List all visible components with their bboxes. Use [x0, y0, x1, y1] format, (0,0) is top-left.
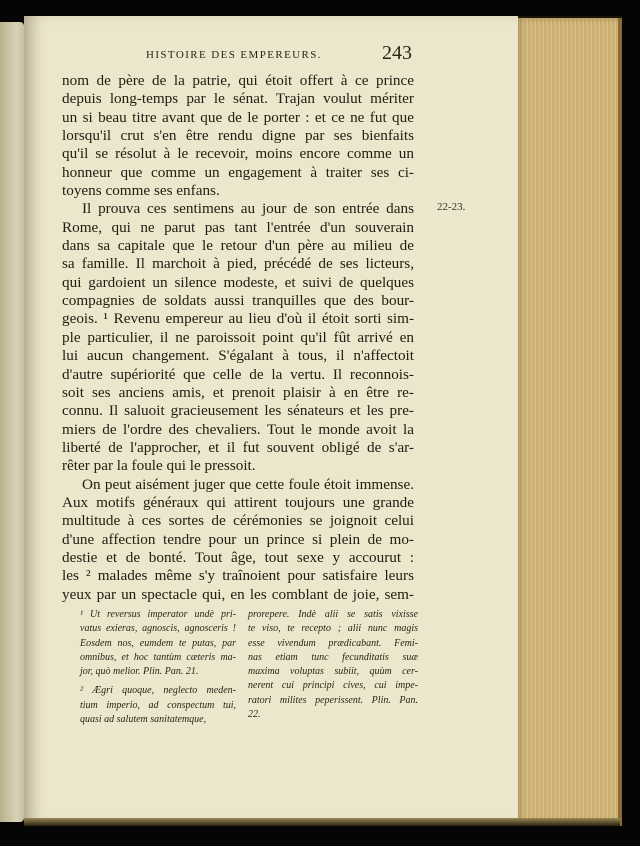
facing-page-edge	[0, 22, 24, 822]
text-line: sa famille. Il marchoit à pied, précédé de ses licteurs,	[62, 255, 414, 273]
footnote-line: te viso, te recepto ; alii nunc magis	[248, 623, 418, 635]
footnote-line: nas etiam tunc fecunditatis suæ	[248, 651, 418, 663]
text-line: miers de l'ordre des chevaliers. Tout le monde avoit la	[62, 420, 414, 438]
text-line: Rome, qui ne parut pas tant l'entrée d'un souverain	[62, 218, 414, 236]
page-block-edge	[514, 18, 622, 826]
text-line: nom de père de la patrie, qui étoit offert à ce prince	[62, 72, 414, 89]
text-line: un si beau titre avant que de le porter : et ce ne fut que	[62, 108, 414, 126]
text-line: Aux motifs généraux qui attirent toujours une grande	[62, 493, 414, 511]
page-number: 243	[382, 42, 412, 64]
text-line: destie et de bonté. Tout âge, tout sexe y accourut :	[62, 548, 414, 566]
text-line: ple particulier, il ne paroissoit point qu'il fût arrivé en	[62, 328, 414, 346]
footnotes-right-column	[248, 608, 418, 722]
text-line: Il prouva ces sentimens au jour de son entrée dans	[82, 200, 414, 218]
footnote-line: ratori milites peperissent. Plin. Pan.	[248, 694, 418, 706]
text-line: rêter par la foule qui le pressoit.	[62, 457, 256, 475]
text-line: lui aucun changement. S'égalant à tous, il n'affectoit	[62, 347, 414, 365]
text-line: yeux par un spectacle qui, en les comblant de joie, sem-	[62, 585, 414, 603]
margin-chapter-note: 22-23.	[437, 201, 466, 213]
text-line: compagnies de soldats aussi tranquilles que des bour-	[62, 292, 414, 310]
running-head: HISTOIRE DES EMPEREURS.	[146, 49, 322, 61]
text-line: d'autre supériorité que celle de la vertu. Il reconnois-	[62, 365, 414, 383]
text-line: soit ses anciens amis, et prenoit plaisir à en être re-	[62, 383, 414, 401]
footnote-line: tium imperio, ad conspectum tui,	[80, 699, 236, 711]
text-line: d'une affection tendre pour un prince si plein de mo-	[62, 530, 414, 548]
footnote-line: ¹ Ut reversus imperator undè pri-	[80, 609, 236, 620]
text-line: connu. Il saluoit gracieusement les sénateurs et les pre-	[62, 402, 414, 420]
footnote-line: 22.	[248, 709, 261, 721]
footnote-line: prorepere. Indè alii se satis vixisse	[248, 609, 418, 620]
text-line: honneur que comme un engagement à traiter ses ci-	[62, 163, 414, 181]
footnotes-left-column	[80, 608, 236, 727]
text-line: liberté de l'approcher, et il fut souvent obligé de s'ar-	[62, 438, 414, 456]
footnote-line: esse vivendum prædicabant. Femi-	[248, 637, 418, 649]
footnote-line: maxima voluptas subiit, quùm cer-	[248, 666, 418, 678]
footnote-line: ² Ægri quoque, neglecto meden-	[80, 685, 236, 697]
footnote-line: jor, quò melior. Plin. Pan. 21.	[80, 666, 199, 678]
text-line: les ² malades même s'y traînoient pour satisfaire leurs	[62, 567, 414, 585]
footnote-line: Eosdem nos, eumdem te putas, par	[80, 637, 236, 649]
book-bottom-shadow	[24, 818, 620, 826]
text-line: depuis long-temps par le sénat. Trajan voulut mériter	[62, 90, 414, 108]
body-text	[62, 72, 414, 604]
text-line: qu'il se résolut à le recevoir, moins encore comme un	[62, 145, 414, 163]
text-line: lorsqu'il crut s'en être rendu digne par ses bienfaits	[62, 127, 414, 145]
text-line: dans sa capitale que le retour d'un père au milieu de	[62, 237, 414, 255]
text-line: multitude à ces sortes de cérémonies se joignoit celui	[62, 512, 414, 530]
footnote-line: vatus exieras, agnoscis, agnosceris !	[80, 623, 236, 635]
text-line: geois. ¹ Revenu empereur au lieu d'où il étoit sorti sim-	[62, 310, 414, 328]
footnote-line: quasi ad salutem sanitatemque,	[80, 714, 207, 726]
footnote-line: nerent cui principi cives, cui impe-	[248, 680, 418, 692]
text-line: toyens comme ses enfans.	[62, 182, 220, 200]
text-line: On peut aisément juger que cette foule étoit immense.	[82, 475, 414, 493]
text-line: qui gardoient un silence modeste, et suivi de quelques	[62, 273, 414, 291]
footnote-line: omnibus, et hoc tantùm cæteris ma-	[80, 651, 236, 663]
